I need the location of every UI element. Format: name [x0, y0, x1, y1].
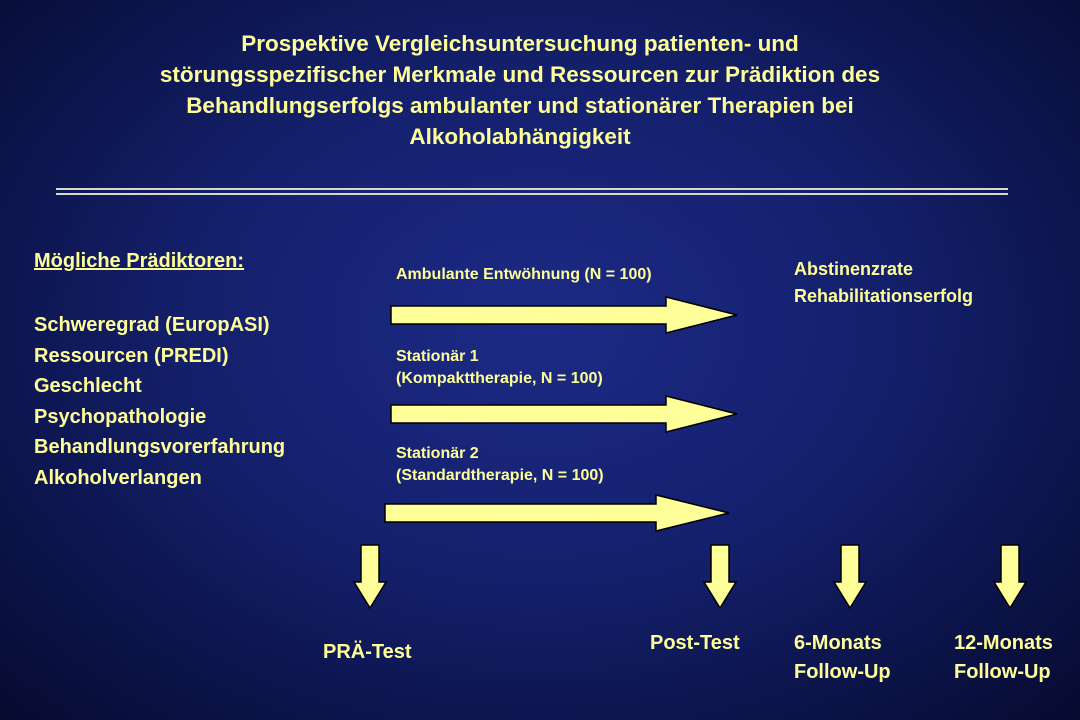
- treatment-label-line: (Standardtherapie, N = 100): [396, 467, 604, 484]
- twelve-month-label: [954, 629, 1053, 687]
- treatment-label-line: Ambulante Entwöhnung (N = 100): [396, 266, 652, 283]
- six-month-label-line: Follow-Up: [794, 661, 891, 683]
- title-line: Prospektive Vergleichsuntersuchung patienten- und: [241, 31, 799, 56]
- outcome-line: Abstinenzrate: [794, 259, 914, 279]
- predictors-heading: Mögliche Prädiktoren:: [34, 250, 245, 272]
- predictor-item: Ressourcen (PREDI): [34, 344, 229, 367]
- pre-test-label: PRÄ-Test: [323, 641, 412, 663]
- pre-test-arrow: [354, 545, 386, 608]
- treatment-label-line: Stationär 1: [396, 348, 479, 365]
- title-line: Behandlungserfolgs ambulanter und stationärer Therapien bei: [186, 93, 854, 118]
- predictor-item: Schweregrad (EuropASI): [34, 314, 270, 336]
- twelve-month-arrow: [994, 545, 1026, 608]
- treatment-arrow-stationaer-2: [385, 495, 729, 531]
- predictor-item: Psychopathologie: [34, 405, 207, 428]
- six-month-label-line: 6-Monats: [794, 632, 882, 654]
- treatment-label-line: (Kompakttherapie, N = 100): [396, 370, 603, 387]
- predictor-item: Alkoholverlangen: [34, 466, 202, 489]
- post-test-arrow: [704, 545, 736, 608]
- predictor-item: Behandlungsvorerfahrung: [34, 436, 286, 458]
- six-month-label: [794, 629, 891, 687]
- treatment-arrow-ambulant: [391, 297, 737, 333]
- title-line: Alkoholabhängigkeit: [409, 124, 631, 149]
- twelve-month-label-line: Follow-Up: [954, 661, 1051, 683]
- post-test-label: Post-Test: [650, 632, 740, 654]
- outcome-line: Rehabilitationserfolg: [794, 286, 974, 306]
- treatment-label-line: Stationär 2: [396, 445, 479, 462]
- predictor-item: Geschlecht: [34, 375, 142, 397]
- title-line: störungsspezifischer Merkmale und Ressourcen zur Prädiktion des: [159, 62, 881, 87]
- treatment-arrow-stationaer-1: [391, 396, 737, 432]
- twelve-month-label-line: 12-Monats: [954, 632, 1053, 654]
- six-month-arrow: [834, 545, 866, 608]
